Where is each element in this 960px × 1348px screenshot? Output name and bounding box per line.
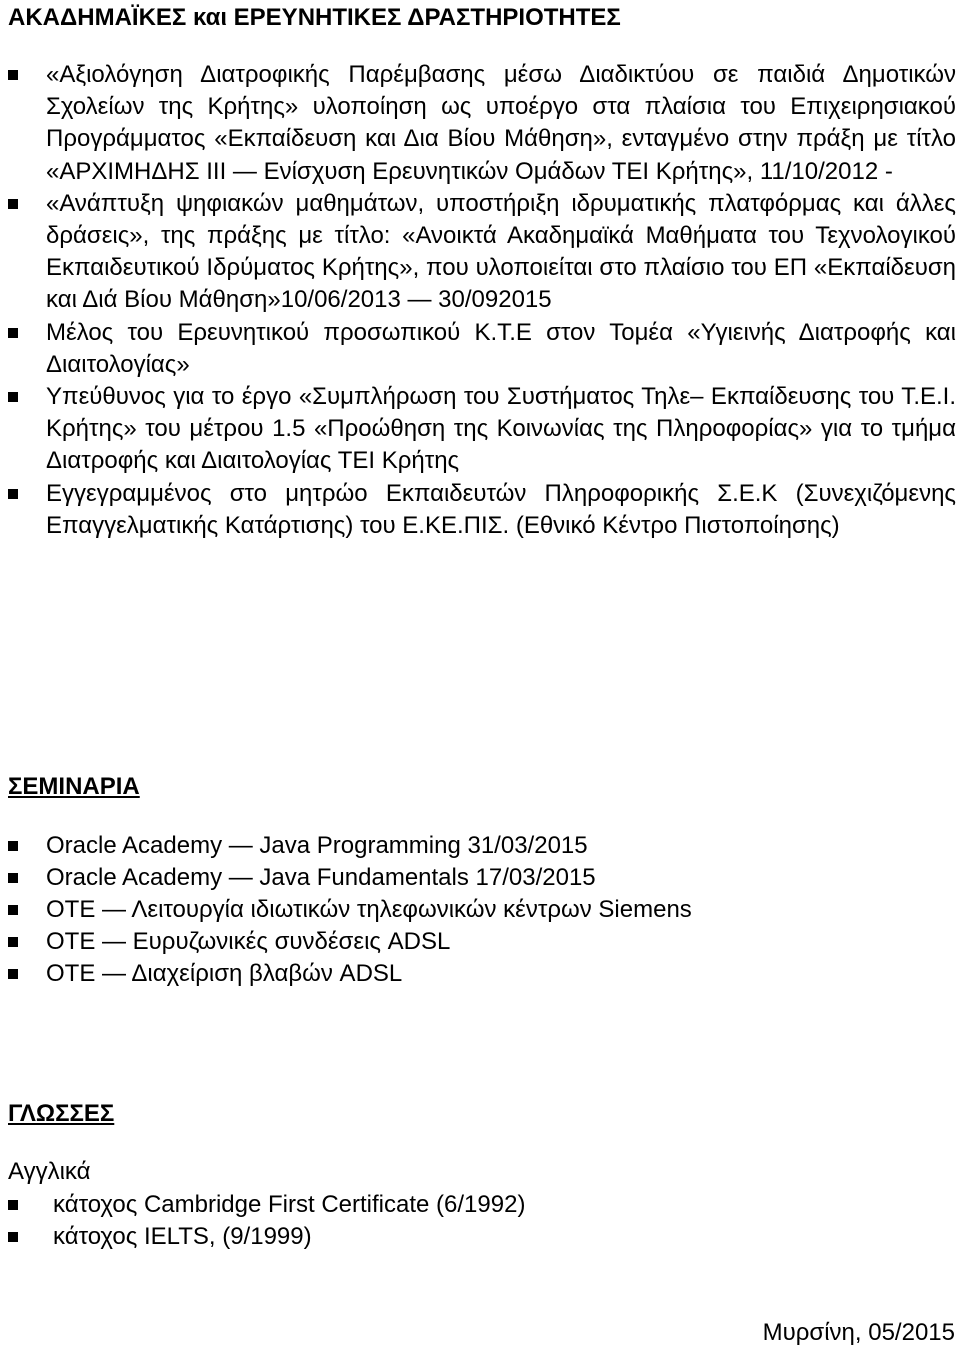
list-item-text: κάτοχος Cambridge First Certificate (6/1992) (53, 1191, 526, 1218)
square-bullet-icon (8, 70, 18, 80)
list-item (8, 59, 956, 188)
list-item-text: ΟΤΕ — Διαχείριση βλαβών ADSL (46, 960, 403, 987)
list-item-text: Εγγεγραμμένος στο μητρώο Εκπαιδευτών Πληροφορικής Σ.Ε.Κ (Συνεχιζόμενης Επαγγελματικής Κατάρτισης) του Ε.ΚΕ.ΠΙΣ. (Εθνικό Κέντρο Πιστοποίησης) (46, 479, 956, 539)
square-bullet-icon (8, 328, 18, 338)
seminars-list (8, 830, 908, 990)
list-item (8, 1221, 908, 1253)
list-item-text: Oracle Academy — Java Fundamentals 17/03/2015 (46, 864, 596, 891)
square-bullet-icon (8, 489, 18, 499)
square-bullet-icon (8, 841, 18, 851)
square-bullet-icon (8, 873, 18, 883)
list-item (8, 862, 908, 894)
list-item-text: Υπεύθυνος για το έργο «Συμπλήρωση του Συστήματος Τηλε– Εκπαίδευσης του Τ.Ε.Ι. Κρήτης» του μέτρου 1.5 «Προώθηση της Κοινωνίας της Πληροφορίας» για το τμήμα Διατροφής και Διαιτολογίας ΤΕΙ Κρήτης (46, 383, 956, 475)
research-heading: ΑΚΑΔΗΜΑΪΚΕΣ και ΕΡΕΥΝΗΤΙΚΕΣ ΔΡΑΣΤΗΡΙΟΤΗΤΕΣ (8, 4, 621, 31)
research-list (8, 59, 956, 542)
list-item (8, 830, 908, 862)
list-item-text: ΟΤΕ — Λειτουργία ιδιωτικών τηλεφωνικών κέντρων Siemens (46, 896, 692, 923)
list-item (8, 317, 956, 381)
square-bullet-icon (8, 905, 18, 915)
list-item (8, 188, 956, 317)
square-bullet-icon (8, 1232, 18, 1242)
list-item (8, 478, 956, 542)
list-item-text: κάτοχος IELTS, (9/1999) (53, 1223, 312, 1250)
language-name: Αγγλικά (8, 1158, 91, 1185)
square-bullet-icon (8, 937, 18, 947)
list-item-text: Μέλος του Ερευνητικού προσωπικού Κ.Τ.Ε στον Τομέα «Υγιεινής Διατροφής και Διαιτολογίας» (46, 318, 956, 378)
list-item (8, 894, 908, 926)
list-item-text: «Ανάπτυξη ψηφιακών μαθημάτων, υποστήριξη ιδρυματικής πλατφόρμας και άλλες δράσεις», της πράξης με τίτλο: «Ανοικτά Ακαδημαϊκά Μαθήματα του Τεχνολογικού Εκπαιδευτικού Ιδρύματος Κρήτης», που υλοποιείται στο πλαίσιο του ΕΠ «Εκπαίδευση και Διά Βίου Μάθηση»10/06/2013 — 30/092015 (46, 189, 956, 314)
place-date: Μυρσίνη, 05/2015 (762, 1319, 955, 1346)
square-bullet-icon (8, 969, 18, 979)
list-item (8, 381, 956, 478)
list-item-text: ΟΤΕ — Ευρυζωνικές συνδέσεις ADSL (46, 928, 451, 955)
square-bullet-icon (8, 1200, 18, 1210)
square-bullet-icon (8, 392, 18, 402)
list-item (8, 958, 908, 990)
languages-list (8, 1189, 908, 1253)
list-item-text: Oracle Academy — Java Programming 31/03/2015 (46, 832, 588, 859)
square-bullet-icon (8, 199, 18, 209)
languages-heading: ΓΛΩΣΣΕΣ (8, 1100, 115, 1127)
list-item (8, 1189, 908, 1221)
seminars-heading: ΣΕΜΙΝΑΡΙΑ (8, 773, 140, 800)
list-item (8, 926, 908, 958)
list-item-text: «Αξιολόγηση Διατροφικής Παρέμβασης μέσω Διαδικτύου σε παιδιά Δημοτικών Σχολείων της Κρήτης» υλοποίηση ως υποέργο στα πλαίσια του Επιχειρησιακού Προγράμματος «Εκπαίδευση και Δια Βίου Μάθηση», ενταγμένο στην πράξη με τίτλο «ΑΡΧΙΜΗΔΗΣ ΙΙΙ — Ενίσχυση Ερευνητικών Ομάδων ΤΕΙ Κρήτης», 11/10/2012 - (46, 61, 956, 185)
